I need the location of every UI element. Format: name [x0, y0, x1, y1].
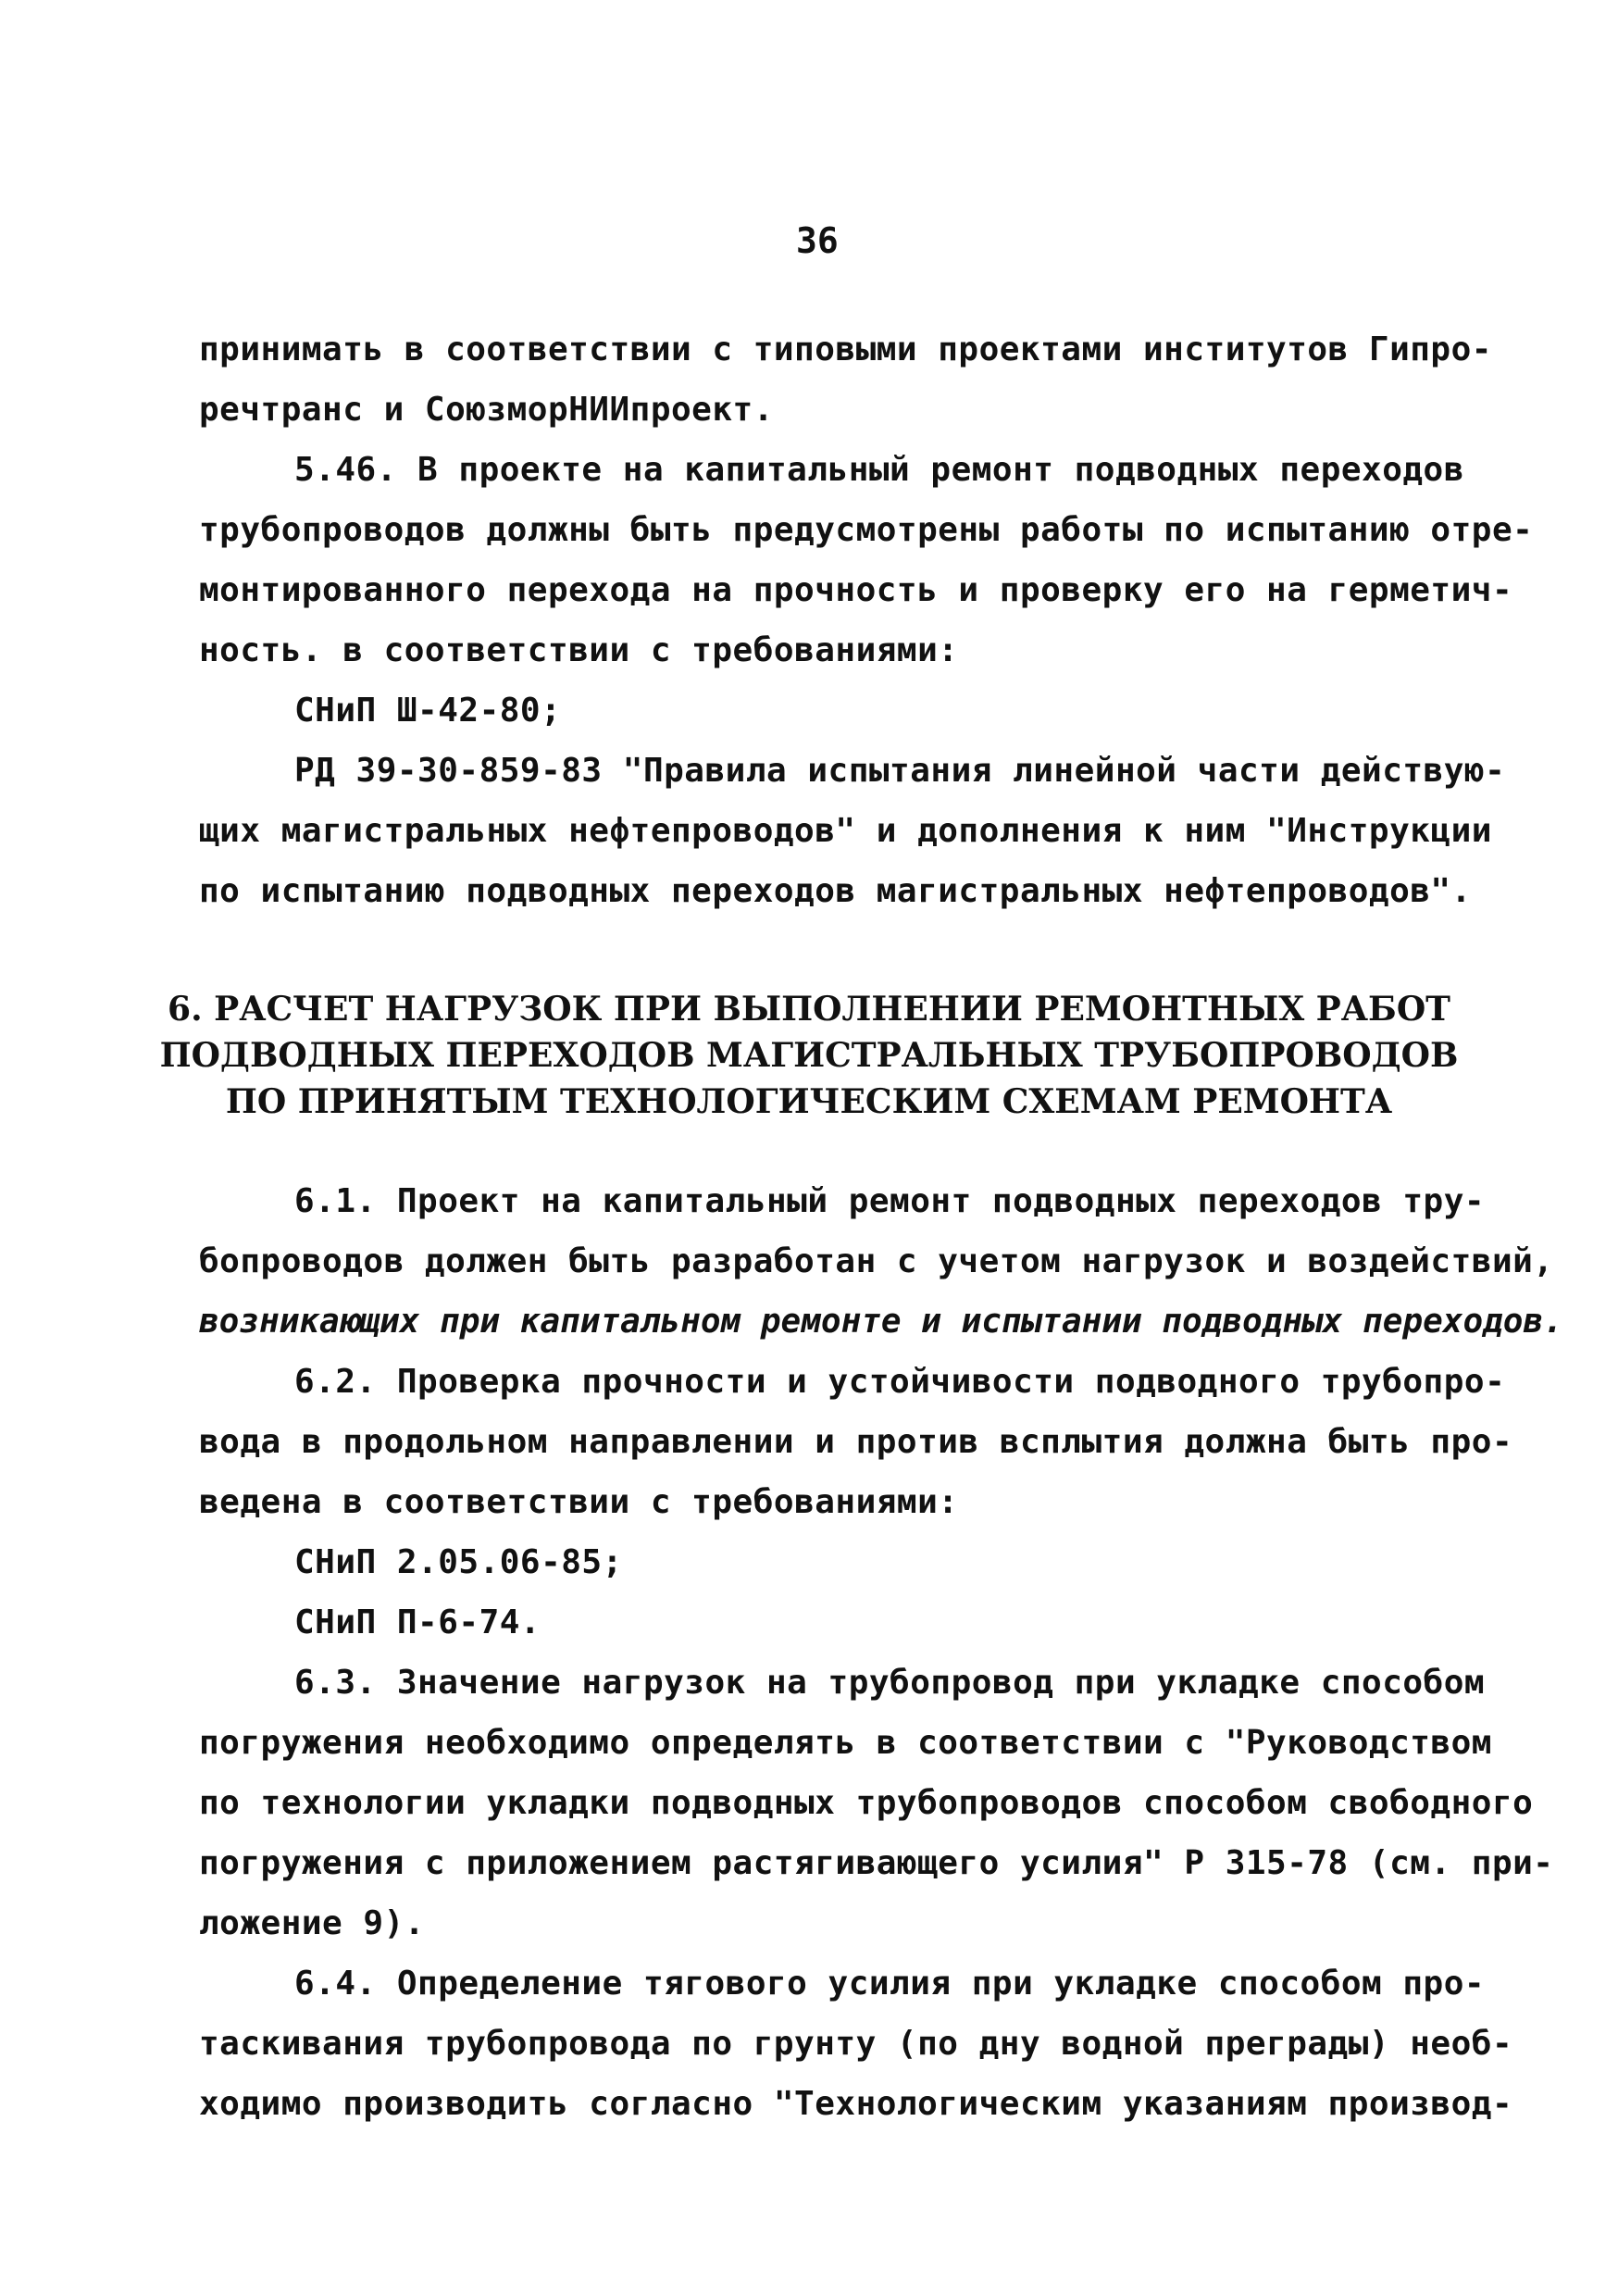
page-number: 36	[796, 220, 839, 261]
text-line: щих магистральных нефтепроводов" и дополнения к ним "Инструкции	[199, 812, 1492, 850]
text-line: принимать в соответствии с типовыми проектами институтов Гипро-	[199, 331, 1492, 368]
section-heading-line: 6. РАСЧЕТ НАГРУЗОК ПРИ ВЫПОЛНЕНИИ РЕМОНТНЫХ РАБОТ	[168, 990, 1450, 1029]
text-line: погружения необходимо определять в соответствии с "Руководством	[199, 1724, 1492, 1762]
text-line: монтированного перехода на прочность и проверку его на герметич-	[199, 571, 1513, 609]
text-line: 5.46. В проекте на капитальный ремонт подводных переходов	[294, 451, 1464, 489]
text-line: бопроводов должен быть разработан с учетом нагрузок и воздействий,	[199, 1242, 1554, 1280]
text-line: ходимо производить согласно "Технологическим указаниям производ-	[199, 2085, 1513, 2123]
text-line: ложение 9).	[199, 1904, 425, 1942]
text-line: 6.3. Значение нагрузок на трубопровод при укладке способом	[294, 1664, 1486, 1702]
text-line: СНиП Ш-42-80;	[294, 692, 562, 730]
text-line: РД 39-30-859-83 "Правила испытания линейной части действую-	[294, 752, 1506, 790]
text-line: ность. в соответствии с требованиями:	[199, 631, 959, 669]
text-line: 6.2. Проверка прочности и устойчивости подводного трубопро-	[294, 1363, 1506, 1401]
text-line: возникающих при капитальном ремонте и испытании подводных переходов.	[199, 1303, 1563, 1341]
text-line: вода в продольном направлении и против всплытия должна быть про-	[199, 1423, 1513, 1461]
text-line: по испытанию подводных переходов магистральных нефтепроводов".	[199, 872, 1472, 910]
section-heading-line: ПО ПРИНЯТЫМ ТЕХНОЛОГИЧЕСКИМ СХЕМАМ РЕМОНТА	[225, 1082, 1393, 1121]
text-line: речтранс и СоюзморНИИпроект.	[199, 391, 774, 429]
text-line: по технологии укладки подводных трубопроводов способом свободного	[199, 1784, 1534, 1822]
text-line: трубопроводов должны быть предусмотрены работы по испытанию отре-	[199, 511, 1534, 549]
section-heading-line: ПОДВОДНЫХ ПЕРЕХОДОВ МАГИСТРАЛЬНЫХ ТРУБОПРОВОДОВ	[159, 1036, 1459, 1075]
text-line: таскивания трубопровода по грунту (по дну водной преграды) необ-	[199, 2025, 1513, 2063]
text-line: погружения с приложением растягивающего усилия" Р 315-78 (см. при-	[199, 1844, 1554, 1882]
text-line: СНиП П-6-74.	[294, 1603, 541, 1641]
text-line: СНиП 2.05.06-85;	[294, 1543, 623, 1581]
text-line: ведена в соответствии с требованиями:	[199, 1483, 959, 1521]
text-line: 6.4. Определение тягового усилия при укладке способом про-	[294, 1965, 1486, 2003]
text-line: 6.1. Проект на капитальный ремонт подводных переходов тру-	[294, 1182, 1486, 1220]
